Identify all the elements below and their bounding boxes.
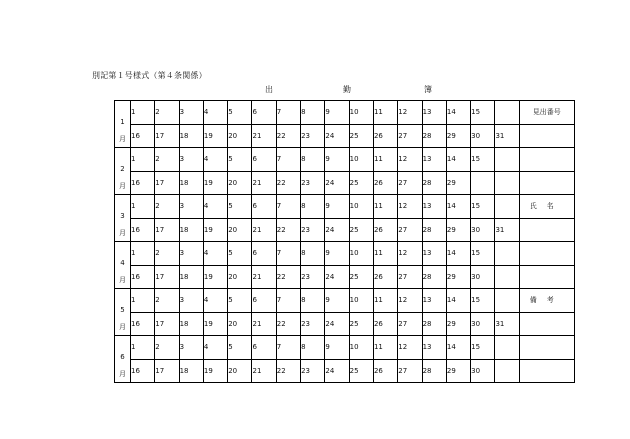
day-cell[interactable]: 3 bbox=[179, 242, 203, 266]
day-cell[interactable]: 14 bbox=[446, 101, 470, 125]
day-cell[interactable]: 3 bbox=[179, 289, 203, 313]
day-cell[interactable]: 30 bbox=[471, 124, 495, 148]
month-cell bbox=[115, 289, 131, 336]
side-entry-cell[interactable] bbox=[519, 218, 574, 242]
day-cell[interactable]: 1 bbox=[131, 148, 155, 172]
empty-cell bbox=[495, 148, 519, 172]
table-row bbox=[115, 101, 575, 125]
day-cell[interactable]: 8 bbox=[301, 336, 325, 360]
day-cell[interactable]: 29 bbox=[446, 359, 470, 383]
day-cell[interactable]: 4 bbox=[203, 148, 227, 172]
day-cell[interactable]: 10 bbox=[349, 101, 373, 125]
day-cell[interactable]: 26 bbox=[373, 265, 397, 289]
month-cell bbox=[115, 101, 131, 148]
month-cell bbox=[115, 336, 131, 383]
day-cell[interactable]: 5 bbox=[228, 101, 252, 125]
day-cell[interactable]: 27 bbox=[398, 218, 422, 242]
day-cell[interactable]: 30 bbox=[471, 265, 495, 289]
day-cell[interactable]: 15 bbox=[471, 148, 495, 172]
month-unit-label: 月 bbox=[119, 182, 126, 190]
day-cell[interactable]: 14 bbox=[446, 195, 470, 219]
day-cell[interactable]: 22 bbox=[276, 312, 300, 336]
day-cell[interactable]: 12 bbox=[398, 242, 422, 266]
day-cell[interactable]: 3 bbox=[179, 336, 203, 360]
day-cell[interactable]: 29 bbox=[446, 171, 470, 195]
month-number: 6 bbox=[120, 353, 125, 361]
day-cell[interactable]: 6 bbox=[252, 148, 276, 172]
day-cell[interactable]: 30 bbox=[471, 218, 495, 242]
day-cell[interactable]: 3 bbox=[179, 195, 203, 219]
day-cell[interactable]: 25 bbox=[349, 265, 373, 289]
day-cell[interactable]: 16 bbox=[131, 124, 155, 148]
day-cell[interactable]: 25 bbox=[349, 171, 373, 195]
day-cell[interactable]: 15 bbox=[471, 336, 495, 360]
month-cell bbox=[115, 242, 131, 289]
day-cell[interactable]: 27 bbox=[398, 124, 422, 148]
day-cell[interactable]: 11 bbox=[373, 148, 397, 172]
side-label-cell bbox=[519, 195, 574, 219]
day-cell[interactable]: 18 bbox=[179, 124, 203, 148]
day-cell[interactable] bbox=[495, 171, 519, 195]
day-cell[interactable]: 19 bbox=[203, 218, 227, 242]
day-cell[interactable] bbox=[471, 171, 495, 195]
month-number: 4 bbox=[120, 259, 125, 267]
side-label-cell bbox=[519, 289, 574, 313]
day-cell[interactable]: 9 bbox=[325, 289, 349, 313]
day-cell[interactable]: 21 bbox=[252, 124, 276, 148]
day-cell[interactable]: 26 bbox=[373, 124, 397, 148]
day-cell[interactable]: 2 bbox=[155, 148, 179, 172]
side-label: 見出番号 bbox=[532, 108, 561, 117]
day-cell[interactable]: 13 bbox=[422, 289, 446, 313]
day-cell[interactable]: 13 bbox=[422, 101, 446, 125]
day-cell[interactable]: 31 bbox=[495, 218, 519, 242]
title-char: 簿 bbox=[424, 85, 432, 94]
day-cell[interactable]: 23 bbox=[301, 312, 325, 336]
day-cell[interactable]: 24 bbox=[325, 312, 349, 336]
day-cell[interactable]: 5 bbox=[228, 195, 252, 219]
day-cell[interactable]: 10 bbox=[349, 289, 373, 313]
day-cell[interactable]: 28 bbox=[422, 124, 446, 148]
day-cell[interactable]: 9 bbox=[325, 101, 349, 125]
day-cell[interactable]: 25 bbox=[349, 218, 373, 242]
side-entry-cell[interactable] bbox=[519, 124, 574, 148]
day-cell[interactable]: 25 bbox=[349, 124, 373, 148]
day-cell[interactable]: 25 bbox=[349, 359, 373, 383]
day-cell[interactable]: 1 bbox=[131, 289, 155, 313]
day-cell[interactable]: 23 bbox=[301, 124, 325, 148]
month-cell bbox=[115, 195, 131, 242]
day-cell[interactable]: 2 bbox=[155, 336, 179, 360]
day-cell[interactable]: 30 bbox=[471, 312, 495, 336]
day-cell[interactable]: 28 bbox=[422, 171, 446, 195]
day-cell[interactable]: 13 bbox=[422, 195, 446, 219]
side-entry-cell[interactable] bbox=[519, 336, 574, 360]
day-cell[interactable]: 27 bbox=[398, 312, 422, 336]
day-cell[interactable]: 22 bbox=[276, 265, 300, 289]
day-cell[interactable]: 15 bbox=[471, 242, 495, 266]
table-row bbox=[115, 242, 575, 266]
day-cell[interactable]: 11 bbox=[373, 195, 397, 219]
month-unit-label: 月 bbox=[119, 229, 126, 237]
month-number: 1 bbox=[120, 118, 125, 126]
day-cell[interactable]: 24 bbox=[325, 124, 349, 148]
day-cell[interactable]: 10 bbox=[349, 195, 373, 219]
day-cell[interactable]: 22 bbox=[276, 171, 300, 195]
day-cell[interactable]: 8 bbox=[301, 242, 325, 266]
day-cell[interactable]: 14 bbox=[446, 242, 470, 266]
day-cell[interactable]: 9 bbox=[325, 242, 349, 266]
day-cell[interactable]: 12 bbox=[398, 336, 422, 360]
attendance-table bbox=[114, 100, 575, 383]
table-row bbox=[115, 312, 575, 336]
day-cell[interactable]: 20 bbox=[228, 218, 252, 242]
day-cell[interactable]: 30 bbox=[471, 359, 495, 383]
day-cell[interactable]: 2 bbox=[155, 289, 179, 313]
day-cell[interactable]: 12 bbox=[398, 101, 422, 125]
day-cell[interactable]: 7 bbox=[276, 289, 300, 313]
day-cell[interactable]: 10 bbox=[349, 336, 373, 360]
day-cell[interactable]: 6 bbox=[252, 289, 276, 313]
day-cell[interactable]: 11 bbox=[373, 101, 397, 125]
empty-cell bbox=[495, 101, 519, 125]
day-cell[interactable]: 7 bbox=[276, 101, 300, 125]
day-cell[interactable]: 7 bbox=[276, 336, 300, 360]
day-cell[interactable]: 16 bbox=[131, 171, 155, 195]
day-cell[interactable]: 17 bbox=[155, 359, 179, 383]
table-row bbox=[115, 359, 575, 383]
day-cell[interactable]: 9 bbox=[325, 148, 349, 172]
day-cell[interactable]: 21 bbox=[252, 218, 276, 242]
day-cell[interactable]: 4 bbox=[203, 336, 227, 360]
day-cell[interactable]: 29 bbox=[446, 124, 470, 148]
day-cell[interactable]: 11 bbox=[373, 289, 397, 313]
day-cell[interactable]: 5 bbox=[228, 242, 252, 266]
day-cell[interactable]: 21 bbox=[252, 171, 276, 195]
day-cell[interactable]: 13 bbox=[422, 242, 446, 266]
day-cell[interactable]: 23 bbox=[301, 359, 325, 383]
day-cell[interactable]: 25 bbox=[349, 312, 373, 336]
day-cell[interactable] bbox=[495, 265, 519, 289]
day-cell[interactable]: 5 bbox=[228, 289, 252, 313]
day-cell[interactable]: 26 bbox=[373, 171, 397, 195]
day-cell[interactable]: 27 bbox=[398, 359, 422, 383]
side-label-cell bbox=[519, 101, 574, 125]
month-number: 3 bbox=[120, 212, 125, 220]
month-number: 2 bbox=[120, 165, 125, 173]
day-cell[interactable]: 26 bbox=[373, 218, 397, 242]
day-cell[interactable]: 20 bbox=[228, 124, 252, 148]
day-cell[interactable]: 21 bbox=[252, 312, 276, 336]
day-cell[interactable]: 10 bbox=[349, 148, 373, 172]
day-cell[interactable]: 13 bbox=[422, 336, 446, 360]
day-cell[interactable]: 19 bbox=[203, 265, 227, 289]
day-cell[interactable]: 16 bbox=[131, 359, 155, 383]
day-cell[interactable]: 12 bbox=[398, 195, 422, 219]
day-cell[interactable]: 29 bbox=[446, 218, 470, 242]
day-cell[interactable]: 17 bbox=[155, 218, 179, 242]
month-unit-label: 月 bbox=[119, 135, 126, 143]
day-cell[interactable]: 9 bbox=[325, 336, 349, 360]
day-cell[interactable]: 18 bbox=[179, 312, 203, 336]
day-cell[interactable]: 18 bbox=[179, 359, 203, 383]
table-row bbox=[115, 336, 575, 360]
day-cell[interactable]: 8 bbox=[301, 195, 325, 219]
day-cell[interactable]: 24 bbox=[325, 359, 349, 383]
side-label: 備考 bbox=[529, 296, 564, 305]
day-cell[interactable]: 14 bbox=[446, 336, 470, 360]
day-cell[interactable]: 16 bbox=[131, 218, 155, 242]
day-cell[interactable]: 7 bbox=[276, 148, 300, 172]
day-cell[interactable]: 7 bbox=[276, 195, 300, 219]
empty-cell bbox=[495, 195, 519, 219]
table-row bbox=[115, 265, 575, 289]
day-cell[interactable]: 29 bbox=[446, 265, 470, 289]
day-cell[interactable]: 6 bbox=[252, 195, 276, 219]
day-cell[interactable]: 5 bbox=[228, 336, 252, 360]
day-cell[interactable]: 21 bbox=[252, 265, 276, 289]
day-cell[interactable]: 26 bbox=[373, 312, 397, 336]
month-unit-label: 月 bbox=[119, 323, 126, 331]
empty-cell bbox=[495, 336, 519, 360]
day-cell[interactable]: 13 bbox=[422, 148, 446, 172]
table-row bbox=[115, 289, 575, 313]
side-entry-cell[interactable] bbox=[519, 171, 574, 195]
day-cell[interactable]: 29 bbox=[446, 312, 470, 336]
day-cell[interactable]: 28 bbox=[422, 218, 446, 242]
empty-cell bbox=[495, 289, 519, 313]
day-cell[interactable]: 1 bbox=[131, 195, 155, 219]
day-cell[interactable]: 4 bbox=[203, 242, 227, 266]
day-cell[interactable]: 10 bbox=[349, 242, 373, 266]
side-entry-cell[interactable] bbox=[519, 148, 574, 172]
side-label: 氏名 bbox=[529, 202, 564, 211]
form-header-note: 別記第１号様式（第４条関係） bbox=[92, 71, 207, 80]
day-cell[interactable]: 2 bbox=[155, 242, 179, 266]
day-cell[interactable]: 16 bbox=[131, 312, 155, 336]
day-cell[interactable]: 27 bbox=[398, 265, 422, 289]
empty-cell bbox=[495, 242, 519, 266]
table-row bbox=[115, 124, 575, 148]
day-cell[interactable]: 19 bbox=[203, 359, 227, 383]
day-cell[interactable]: 2 bbox=[155, 101, 179, 125]
day-cell[interactable]: 3 bbox=[179, 148, 203, 172]
side-entry-cell[interactable] bbox=[519, 312, 574, 336]
day-cell[interactable]: 20 bbox=[228, 312, 252, 336]
day-cell[interactable]: 18 bbox=[179, 218, 203, 242]
day-cell[interactable]: 14 bbox=[446, 148, 470, 172]
title-char: 出 bbox=[265, 85, 273, 94]
day-cell[interactable]: 8 bbox=[301, 289, 325, 313]
day-cell[interactable]: 22 bbox=[276, 124, 300, 148]
day-cell[interactable]: 20 bbox=[228, 359, 252, 383]
day-cell[interactable]: 6 bbox=[252, 242, 276, 266]
day-cell[interactable]: 31 bbox=[495, 124, 519, 148]
day-cell[interactable]: 19 bbox=[203, 124, 227, 148]
day-cell[interactable]: 6 bbox=[252, 336, 276, 360]
day-cell[interactable]: 19 bbox=[203, 312, 227, 336]
day-cell[interactable]: 24 bbox=[325, 218, 349, 242]
day-cell[interactable]: 26 bbox=[373, 359, 397, 383]
day-cell[interactable]: 21 bbox=[252, 359, 276, 383]
table-row bbox=[115, 218, 575, 242]
day-cell[interactable]: 28 bbox=[422, 312, 446, 336]
day-cell[interactable]: 1 bbox=[131, 336, 155, 360]
day-cell[interactable]: 28 bbox=[422, 359, 446, 383]
day-cell[interactable]: 1 bbox=[131, 242, 155, 266]
day-cell[interactable]: 18 bbox=[179, 265, 203, 289]
day-cell[interactable]: 24 bbox=[325, 265, 349, 289]
day-cell[interactable]: 19 bbox=[203, 171, 227, 195]
table-row bbox=[115, 195, 575, 219]
day-cell[interactable]: 23 bbox=[301, 171, 325, 195]
day-cell[interactable]: 11 bbox=[373, 336, 397, 360]
attendance-table-body bbox=[115, 101, 575, 383]
day-cell[interactable]: 14 bbox=[446, 289, 470, 313]
month-unit-label: 月 bbox=[119, 276, 126, 284]
day-cell[interactable]: 17 bbox=[155, 312, 179, 336]
day-cell[interactable]: 20 bbox=[228, 171, 252, 195]
day-cell[interactable]: 6 bbox=[252, 101, 276, 125]
day-cell[interactable]: 22 bbox=[276, 359, 300, 383]
day-cell[interactable]: 16 bbox=[131, 265, 155, 289]
day-cell[interactable]: 2 bbox=[155, 195, 179, 219]
table-row bbox=[115, 171, 575, 195]
day-cell[interactable]: 4 bbox=[203, 101, 227, 125]
day-cell[interactable]: 22 bbox=[276, 218, 300, 242]
day-cell[interactable]: 8 bbox=[301, 101, 325, 125]
day-cell[interactable]: 7 bbox=[276, 242, 300, 266]
day-cell[interactable]: 1 bbox=[131, 101, 155, 125]
title-char: 勤 bbox=[343, 85, 351, 94]
month-number: 5 bbox=[120, 306, 125, 314]
month-cell bbox=[115, 148, 131, 195]
day-cell[interactable]: 15 bbox=[471, 195, 495, 219]
day-cell[interactable]: 18 bbox=[179, 171, 203, 195]
day-cell[interactable]: 15 bbox=[471, 289, 495, 313]
day-cell[interactable]: 4 bbox=[203, 195, 227, 219]
day-cell[interactable]: 3 bbox=[179, 101, 203, 125]
day-cell[interactable]: 17 bbox=[155, 265, 179, 289]
day-cell[interactable] bbox=[495, 359, 519, 383]
day-cell[interactable]: 20 bbox=[228, 265, 252, 289]
day-cell[interactable]: 17 bbox=[155, 124, 179, 148]
day-cell[interactable]: 17 bbox=[155, 171, 179, 195]
day-cell[interactable]: 12 bbox=[398, 148, 422, 172]
day-cell[interactable]: 24 bbox=[325, 171, 349, 195]
day-cell[interactable]: 9 bbox=[325, 195, 349, 219]
side-entry-cell[interactable] bbox=[519, 265, 574, 289]
day-cell[interactable]: 28 bbox=[422, 265, 446, 289]
table-row bbox=[115, 148, 575, 172]
month-unit-label: 月 bbox=[119, 370, 126, 378]
day-cell[interactable]: 11 bbox=[373, 242, 397, 266]
day-cell[interactable]: 12 bbox=[398, 289, 422, 313]
day-cell[interactable]: 5 bbox=[228, 148, 252, 172]
day-cell[interactable]: 8 bbox=[301, 148, 325, 172]
day-cell[interactable]: 23 bbox=[301, 218, 325, 242]
day-cell[interactable]: 23 bbox=[301, 265, 325, 289]
side-entry-cell[interactable] bbox=[519, 242, 574, 266]
day-cell[interactable]: 4 bbox=[203, 289, 227, 313]
day-cell[interactable]: 15 bbox=[471, 101, 495, 125]
side-entry-cell[interactable] bbox=[519, 359, 574, 383]
day-cell[interactable]: 31 bbox=[495, 312, 519, 336]
day-cell[interactable]: 27 bbox=[398, 171, 422, 195]
